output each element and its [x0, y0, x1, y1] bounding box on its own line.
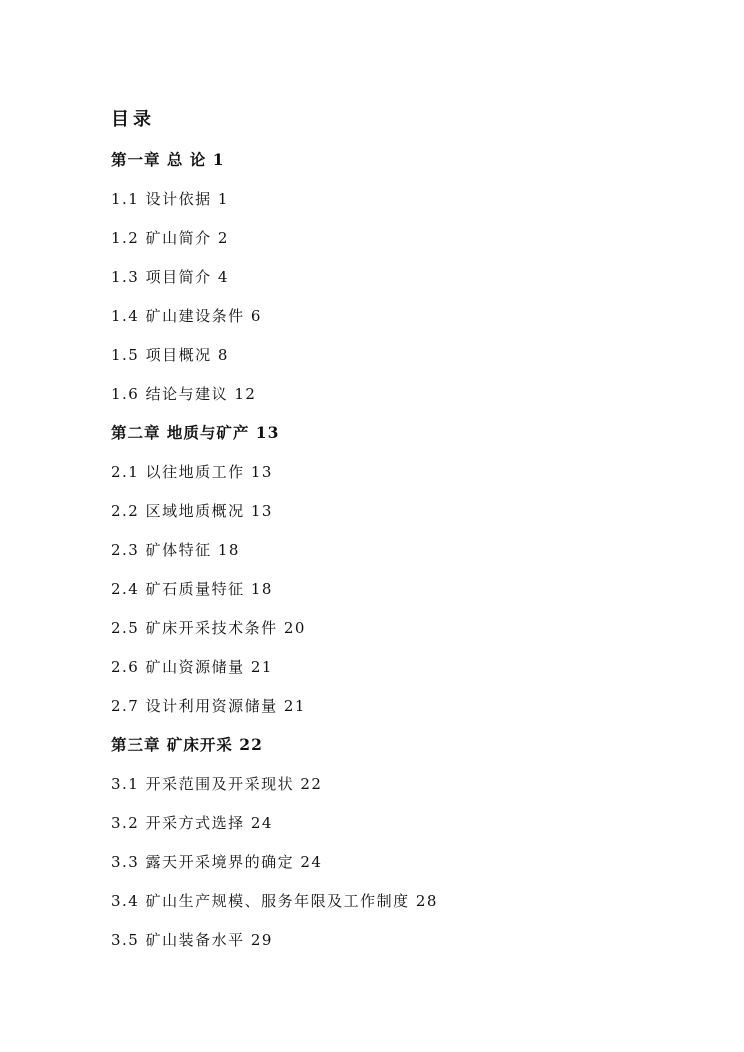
- toc-section-entry: 3.2 开采方式选择 24: [111, 814, 273, 832]
- toc-section-entry: 1.1 设计依据 1: [111, 190, 229, 208]
- toc-list: [111, 145, 711, 964]
- toc-section-entry: 3.3 露天开采境界的确定 24: [111, 853, 323, 871]
- toc-section-entry: 3.5 矿山装备水平 29: [111, 931, 273, 949]
- toc-section-entry: 1.2 矿山简介 2: [111, 229, 229, 247]
- toc-section-entry: 1.5 项目概况 8: [111, 346, 229, 364]
- toc-section-entry: 2.6 矿山资源储量 21: [111, 658, 273, 676]
- toc-section-entry: 2.2 区域地质概况 13: [111, 502, 273, 520]
- toc-section-entry: 2.5 矿床开采技术条件 20: [111, 619, 306, 637]
- toc-section-entry: 2.1 以往地质工作 13: [111, 463, 273, 481]
- toc-section-entry: 3.1 开采范围及开采现状 22: [111, 775, 323, 793]
- toc-section-entry: 1.6 结论与建议 12: [111, 385, 257, 403]
- toc-section-entry: 1.4 矿山建设条件 6: [111, 307, 262, 325]
- toc-chapter-entry: 第二章 地质与矿产 13: [111, 423, 280, 442]
- toc-section-entry: 1.3 项目简介 4: [111, 268, 229, 286]
- toc-section-entry: 2.4 矿石质量特征 18: [111, 580, 273, 598]
- toc-title: 目录: [111, 109, 155, 130]
- toc-section-entry: 2.3 矿体特征 18: [111, 541, 240, 559]
- toc-chapter-entry: 第一章 总 论 1: [111, 150, 225, 169]
- toc-chapter-entry: 第三章 矿床开采 22: [111, 735, 263, 754]
- toc-section-entry: 3.4 矿山生产规模、服务年限及工作制度 28: [111, 892, 438, 910]
- toc-section-entry: 2.7 设计利用资源储量 21: [111, 697, 306, 715]
